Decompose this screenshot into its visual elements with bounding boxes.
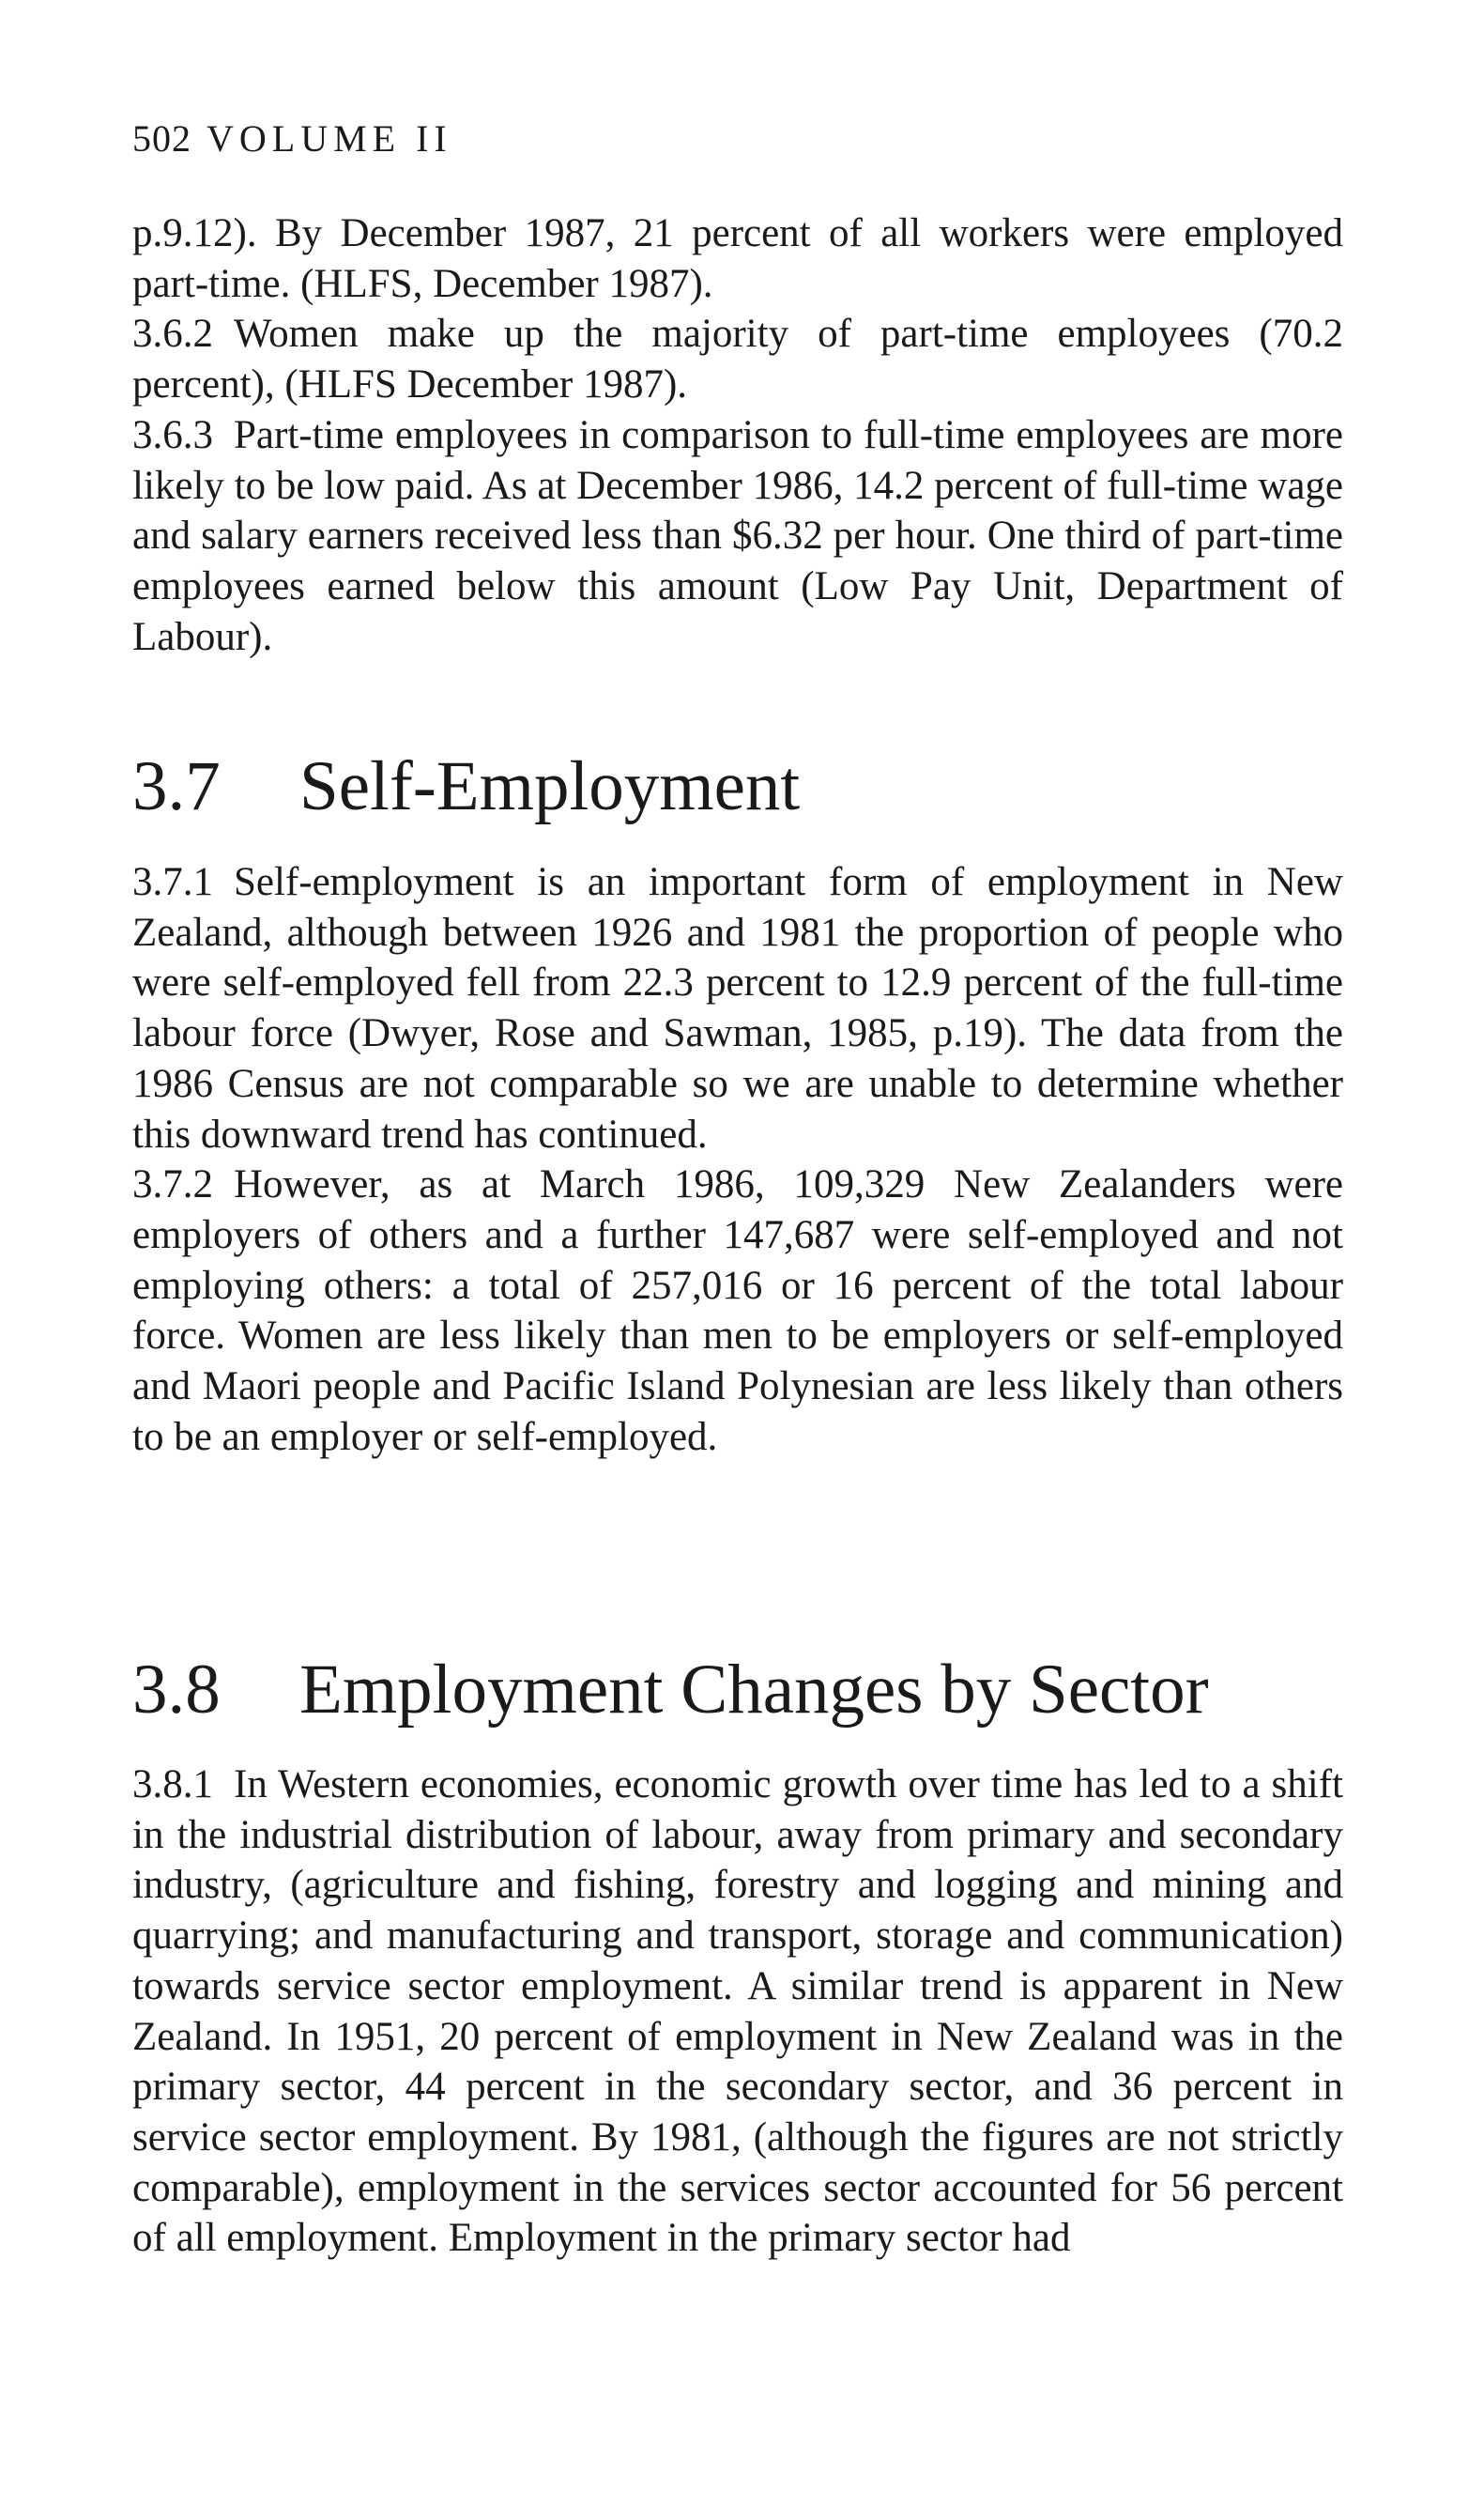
paragraph-3-7-1 <box>132 857 1343 1160</box>
section-3-7-body <box>132 857 1343 1462</box>
paragraph-text: In Western economies, economic growth over time has led to a shift in the industrial distribution of labour, away from primary and secondary industry, (agriculture and fishing, forestry and logging and mining and quarrying; and manufacturing and transport, storage and communication) towards service sector employment. A similar trend is apparent in New Zealand. In 1951, 20 percent of employment in New Zealand was in the primary sector, 44 percent in the secondary sector, and 36 percent in service sector employment. By 1981, (although the figures are not strictly comparable), employment in the services sector accounted for 56 percent of all employment. Employment in the primary sector had <box>132 1762 1343 2261</box>
section-3-8-body <box>132 1760 1343 2264</box>
section-title: Employment Changes by Sector <box>299 1651 1209 1729</box>
paragraph-3-6-2 <box>132 309 1343 409</box>
paragraph-3-8-1 <box>132 1760 1343 2264</box>
section-number: 3.7 <box>132 747 221 825</box>
section-number: 3.8 <box>132 1651 221 1729</box>
top-text-block <box>132 208 1343 662</box>
page-number: 502 <box>132 117 191 160</box>
paragraph-number: 3.6.3 <box>132 412 213 457</box>
paragraph-text: p.9.12). By December 1987, 21 percent of all workers were employed part-time. (HLFS, December 1987). <box>132 211 1343 306</box>
paragraph-number: 3.7.2 <box>132 1162 213 1207</box>
section-heading-3-8 <box>132 1651 1209 1729</box>
paragraph-text: Self-employment is an important form of employment in New Zealand, although between 1926 and 1981 the proportion of people who were self-employed fell from 22.3 percent to 12.9 percent of the full-time labour force (Dwyer, Rose and Sawman, 1985, p.19). The data from the 1986 Census are not comparable so we are unable to determine whether this downward trend has continued. <box>132 860 1343 1157</box>
paragraph-text: Part-time employees in comparison to full-time employees are more likely to be low paid. As at December 1986, 14.2 percent of full-time wage and salary earners received less than $6.32 per hour. One third of part-time employees earned below this amount (Low Pay Unit, Department of Labour). <box>132 412 1343 659</box>
volume-label: VOLUME II <box>207 117 452 160</box>
running-head <box>132 117 452 160</box>
paragraph-text: However, as at March 1986, 109,329 New Zealanders were employers of others and a further 147,687 were self-employed and not employing others: a total of 257,016 or 16 percent of the total labour force. Women are less likely than men to be employers or self-employed and Maori people and Pacific Island Polynesian are less likely than others to be an employer or self-employed. <box>132 1162 1343 1459</box>
section-heading-3-7 <box>132 747 801 825</box>
paragraph-3-6-3 <box>132 410 1343 663</box>
paragraph-number: 3.7.1 <box>132 860 213 904</box>
paragraph-number: 3.6.2 <box>132 312 213 357</box>
paragraph-3-7-2 <box>132 1160 1343 1462</box>
section-title: Self-Employment <box>299 747 801 825</box>
paragraph-continued <box>132 208 1343 309</box>
paragraph-number: 3.8.1 <box>132 1762 213 1806</box>
paragraph-text: Women make up the majority of part-time employees (70.2 percent), (HLFS December 1987). <box>132 312 1343 407</box>
